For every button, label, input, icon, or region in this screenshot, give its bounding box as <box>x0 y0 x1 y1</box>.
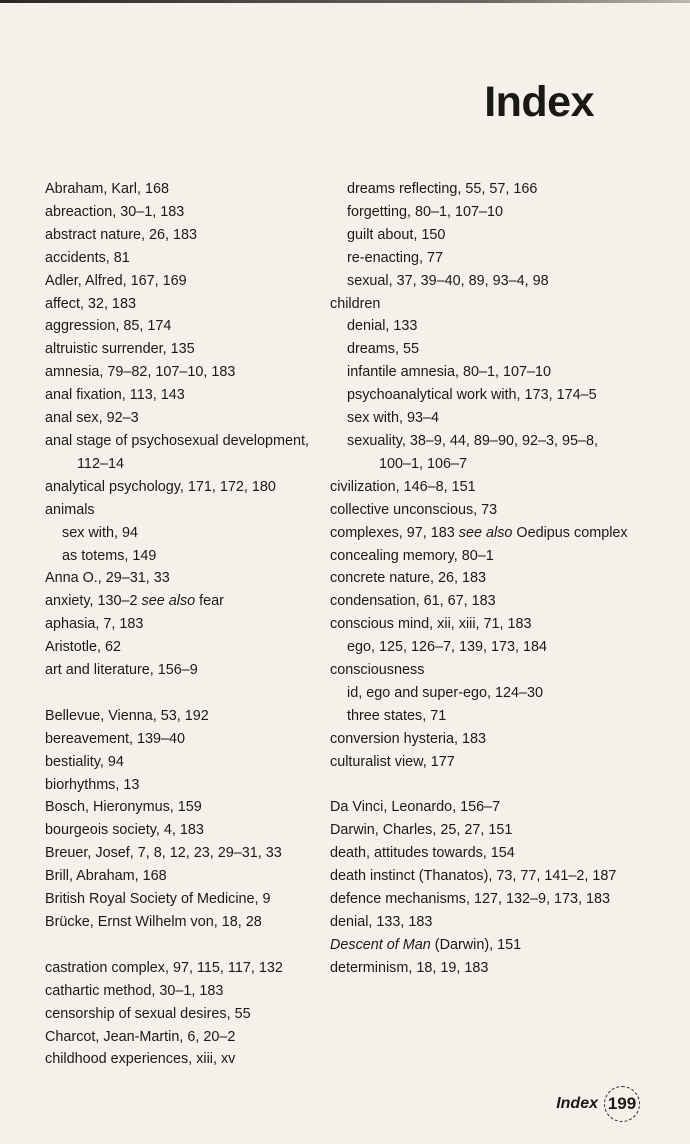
entry-text: conscious mind, xii, xiii, 71, 183 <box>330 616 532 633</box>
entry-text: condensation, 61, 67, 183 <box>330 593 496 610</box>
entry-text: as totems, 149 <box>62 547 157 564</box>
entry-text: denial, 133, 183 <box>330 913 433 930</box>
letter-group-gap <box>45 682 337 705</box>
index-entry <box>45 407 337 430</box>
entry-text: children <box>330 295 381 312</box>
index-subentry <box>330 224 630 247</box>
index-entry <box>330 476 630 499</box>
entry-text: abstract nature, 26, 183 <box>45 226 198 243</box>
entry-text: culturalist view, 177 <box>330 753 455 770</box>
top-rule <box>0 0 690 3</box>
entry-italic-title: Descent of Man <box>330 936 431 953</box>
index-subentry <box>330 705 630 728</box>
index-entry <box>330 522 630 545</box>
index-entry <box>330 819 630 842</box>
index-entry <box>45 957 337 980</box>
entry-text: castration complex, 97, 115, 117, 132 <box>45 959 283 976</box>
index-entry <box>45 270 337 293</box>
entry-text: civilization, 146–8, 151 <box>330 478 476 495</box>
page-footer <box>556 1086 640 1122</box>
entry-text: death, attitudes towards, 154 <box>330 845 515 862</box>
entry-text: concrete nature, 26, 183 <box>330 570 487 587</box>
entry-text: anal stage of psychosexual development, 112–14 <box>45 432 309 472</box>
entry-text: sexuality, 38–9, 44, 89–90, 92–3, 95–8, 100–1, 106–7 <box>347 432 598 472</box>
index-entry <box>45 659 337 682</box>
entry-text: Bellevue, Vienna, 53, 192 <box>45 707 209 724</box>
index-entry <box>45 338 337 361</box>
entry-text: bereavement, 139–40 <box>45 730 186 747</box>
entry-text: anal fixation, 113, 143 <box>45 387 185 404</box>
entry-text: biorhythms, 13 <box>45 776 140 793</box>
index-entry <box>45 1003 337 1026</box>
entry-text: ego, 125, 126–7, 139, 173, 184 <box>347 639 548 656</box>
entry-text: Adler, Alfred, 167, 169 <box>45 272 187 289</box>
index-entry <box>45 819 337 842</box>
entry-text: anal sex, 92–3 <box>45 410 139 427</box>
index-subentry <box>330 315 630 338</box>
entry-text: collective unconscious, 73 <box>330 501 498 518</box>
index-entry <box>330 499 630 522</box>
index-entry <box>45 842 337 865</box>
entry-text: accidents, 81 <box>45 249 130 266</box>
entry-text: guilt about, 150 <box>347 226 446 243</box>
index-entry <box>45 384 337 407</box>
index-subentry <box>330 338 630 361</box>
entry-text: amnesia, 79–82, 107–10, 183 <box>45 364 236 381</box>
index-entry <box>45 1026 337 1049</box>
index-subentry <box>330 636 630 659</box>
see-also-label: see also <box>141 593 196 610</box>
index-entry <box>45 476 337 499</box>
entry-text: bourgeois society, 4, 183 <box>45 822 204 839</box>
entry-text: id, ego and super-ego, 124–30 <box>347 684 544 701</box>
index-entry <box>45 613 337 636</box>
index-entry <box>45 201 337 224</box>
index-subentry <box>330 201 630 224</box>
index-entry <box>330 796 630 819</box>
entry-text: analytical psychology, 171, 172, 180 <box>45 478 276 495</box>
index-entry <box>330 613 630 636</box>
entry-text: abreaction, 30–1, 183 <box>45 203 185 220</box>
entry-text: altruistic surrender, 135 <box>45 341 195 358</box>
index-entry <box>45 293 337 316</box>
entry-text: forgetting, 80–1, 107–10 <box>347 203 504 220</box>
index-entry <box>45 728 337 751</box>
index-subentry <box>330 270 630 293</box>
index-entry <box>45 774 337 797</box>
entry-text: conversion hysteria, 183 <box>330 730 486 747</box>
entry-text: dreams, 55 <box>347 341 419 358</box>
index-entry <box>45 751 337 774</box>
entry-text: determinism, 18, 19, 183 <box>330 959 489 976</box>
entry-text: dreams reflecting, 55, 57, 166 <box>347 181 538 197</box>
entry-text: aphasia, 7, 183 <box>45 616 144 633</box>
index-entry <box>45 224 337 247</box>
entry-text: re-enacting, 77 <box>347 249 443 266</box>
entry-text: sex with, 94 <box>62 524 138 541</box>
index-subentry <box>330 407 630 430</box>
index-entry <box>45 865 337 888</box>
page-title: Index <box>484 78 594 126</box>
index-entry <box>45 705 337 728</box>
entry-text: defence mechanisms, 127, 132–9, 173, 183 <box>330 891 611 908</box>
index-subentry <box>330 247 630 270</box>
entry-text: sexual, 37, 39–40, 89, 93–4, 98 <box>347 272 549 289</box>
index-entry <box>330 545 630 568</box>
index-entry <box>330 293 630 316</box>
index-entry <box>330 659 630 682</box>
entry-text: (Darwin), 151 <box>430 936 522 953</box>
index-entry <box>330 751 630 774</box>
index-column-right <box>330 178 630 980</box>
index-entry <box>330 567 630 590</box>
entry-text: cathartic method, 30–1, 183 <box>45 982 224 999</box>
entry-text: infantile amnesia, 80–1, 107–10 <box>347 364 552 381</box>
entry-text: anxiety, 130–2 <box>45 593 138 610</box>
entry-text: Charcot, Jean-Martin, 6, 20–2 <box>45 1028 236 1045</box>
index-subentry <box>330 384 630 407</box>
entry-text: concealing memory, 80–1 <box>330 547 494 564</box>
entry-text: Brill, Abraham, 168 <box>45 868 167 885</box>
see-also-target: fear <box>195 593 224 610</box>
entry-text: aggression, 85, 174 <box>45 318 172 335</box>
index-entry <box>45 911 337 934</box>
index-entry <box>45 361 337 384</box>
entry-text: sex with, 93–4 <box>347 410 439 427</box>
index-entry <box>45 636 337 659</box>
entry-text: Abraham, Karl, 168 <box>45 181 169 197</box>
entry-text: bestiality, 94 <box>45 753 124 770</box>
index-entry <box>45 178 337 201</box>
index-entry <box>330 911 630 934</box>
index-subentry <box>45 545 337 568</box>
index-subentry <box>330 178 630 201</box>
index-entry <box>45 430 337 476</box>
entry-text: death instinct (Thanatos), 73, 77, 141–2, 187 <box>330 868 617 885</box>
index-entry <box>330 842 630 865</box>
index-entry <box>45 590 337 613</box>
see-also-label: see also <box>458 524 513 541</box>
index-subentry <box>330 682 630 705</box>
entry-text: Breuer, Josef, 7, 8, 12, 23, 29–31, 33 <box>45 845 282 862</box>
index-entry <box>45 315 337 338</box>
entry-text: childhood experiences, xiii, xv <box>45 1051 236 1068</box>
page-number-badge: 199 <box>604 1086 640 1122</box>
entry-text: Darwin, Charles, 25, 27, 151 <box>330 822 513 839</box>
index-entry <box>330 888 630 911</box>
entry-text: consciousness <box>330 662 425 679</box>
entry-text: animals <box>45 501 95 518</box>
entry-text: censorship of sexual desires, 55 <box>45 1005 251 1022</box>
letter-group-gap <box>330 774 630 797</box>
index-entry <box>45 499 337 522</box>
index-entry <box>45 980 337 1003</box>
see-also-target: Oedipus complex <box>512 524 628 541</box>
index-entry <box>330 957 630 980</box>
index-subentry <box>45 522 337 545</box>
index-entry <box>330 934 630 957</box>
index-entry <box>45 1048 337 1071</box>
entry-text: British Royal Society of Medicine, 9 <box>45 891 271 908</box>
entry-text: Brücke, Ernst Wilhelm von, 18, 28 <box>45 913 262 930</box>
index-subentry <box>330 361 630 384</box>
letter-group-gap <box>45 934 337 957</box>
entry-text: Bosch, Hieronymus, 159 <box>45 799 202 816</box>
entry-text: art and literature, 156–9 <box>45 662 198 679</box>
entry-text: Da Vinci, Leonardo, 156–7 <box>330 799 501 816</box>
index-entry <box>330 590 630 613</box>
footer-label: Index <box>556 1095 598 1112</box>
index-entry <box>330 865 630 888</box>
index-subentry <box>330 430 630 476</box>
index-entry <box>45 247 337 270</box>
index-entry <box>45 796 337 819</box>
entry-text: Aristotle, 62 <box>45 639 121 656</box>
entry-text: three states, 71 <box>347 707 447 724</box>
entry-text: complexes, 97, 183 <box>330 524 455 541</box>
index-column-left <box>45 178 337 1071</box>
entry-text: Anna O., 29–31, 33 <box>45 570 170 587</box>
entry-text: affect, 32, 183 <box>45 295 136 312</box>
entry-text: psychoanalytical work with, 173, 174–5 <box>347 387 597 404</box>
index-entry <box>330 728 630 751</box>
index-entry <box>45 567 337 590</box>
entry-text: denial, 133 <box>347 318 418 335</box>
index-entry <box>45 888 337 911</box>
